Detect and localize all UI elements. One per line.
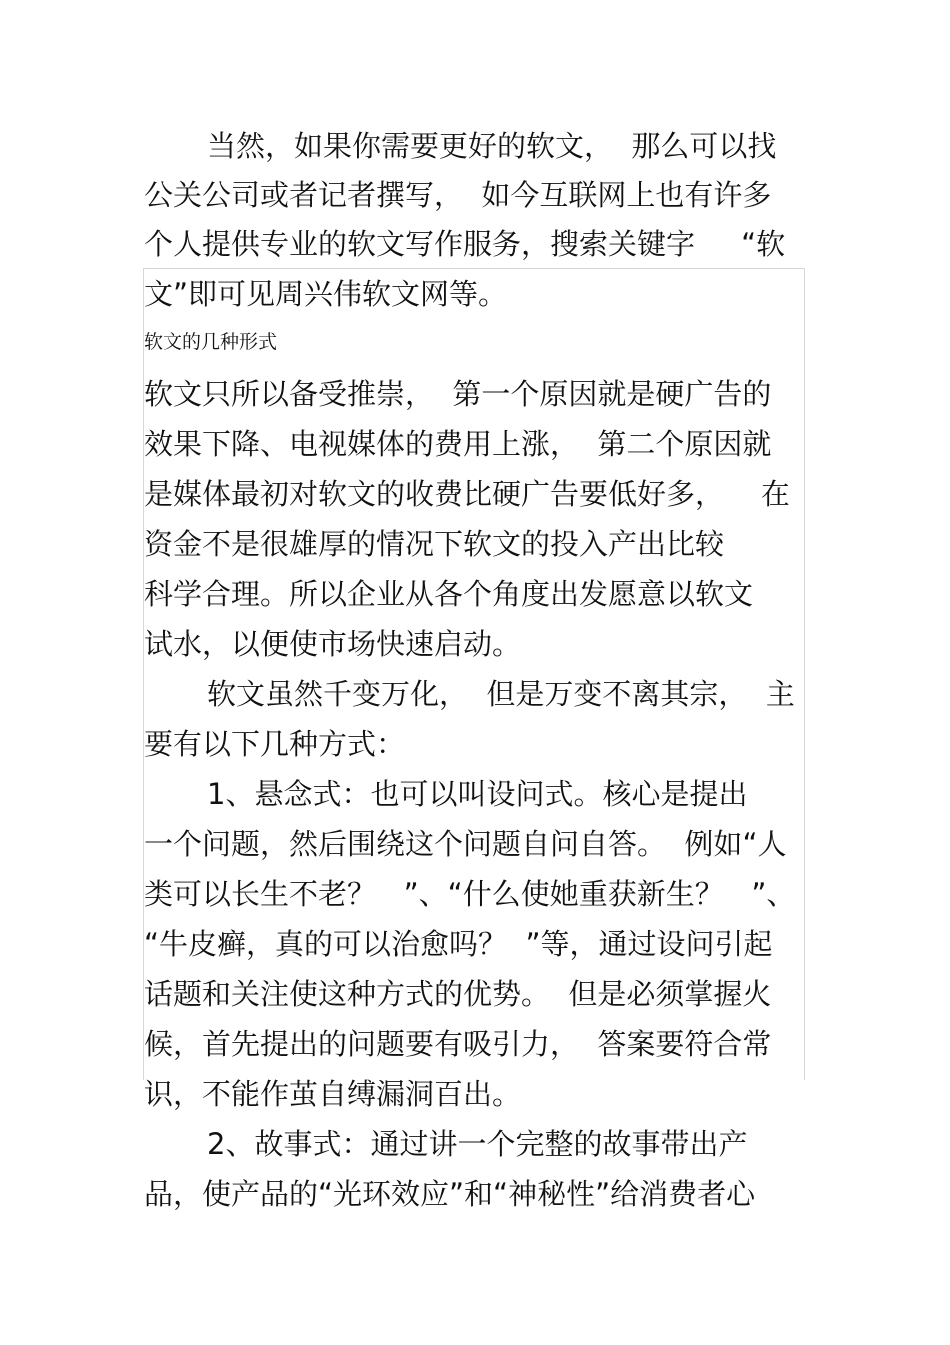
text-line-16: 类可以长生不老？ ”、“什么使她重获新生？ ”、: [144, 877, 796, 911]
text-line-19: 候，首先提出的问题要有吸引力， 答案要符合常: [144, 1027, 772, 1061]
text-line-9: 资金不是很雄厚的情况下软文的投入产出比较: [144, 527, 725, 561]
text-line-8: 是媒体最初对软文的收费比硬广告要低好多， 在: [144, 477, 790, 511]
text-line-22: 品，使产品的“光环效应”和“神秘性”给消费者心: [144, 1177, 756, 1211]
text-line-13: 要有以下几种方式：: [144, 727, 406, 761]
text-line-6: 软文只所以备受推崇， 第一个原因就是硬广告的: [144, 377, 772, 411]
frame-top-border: [143, 268, 805, 269]
text-line-21: 2、故事式：通过讲一个完整的故事带出产: [207, 1127, 748, 1161]
section-heading: 软文的几种形式: [144, 331, 278, 353]
text-line-2: 公关公司或者记者撰写， 如今互联网上也有许多: [144, 178, 772, 212]
frame-right-border: [804, 268, 805, 1080]
text-line-4: 文”即可见周兴伟软文网等。: [144, 277, 508, 311]
text-line-10: 科学合理。所以企业从各个角度出发愿意以软文: [144, 577, 754, 611]
text-line-15: 一个问题，然后围绕这个问题自问自答。 例如“人: [144, 827, 787, 861]
text-line-20: 识，不能作茧自缚漏洞百出。: [144, 1077, 522, 1111]
text-line-3: 个人提供专业的软文写作服务，搜索关键字 “软: [144, 227, 786, 261]
text-line-14: 1、悬念式：也可以叫设问式。核心是提出: [207, 777, 748, 811]
text-line-17: “牛皮癣，真的可以治愈吗？ ”等，通过设问引起: [144, 927, 773, 961]
text-line-7: 效果下降、电视媒体的费用上涨， 第二个原因就: [144, 427, 772, 461]
text-line-11: 试水，以便使市场快速启动。: [144, 627, 522, 661]
text-line-1: 当然，如果你需要更好的软文， 那么可以找: [207, 129, 777, 163]
text-line-18: 话题和关注使这种方式的优势。 但是必须掌握火: [144, 977, 772, 1011]
text-line-12: 软文虽然千变万化， 但是万变不离其宗， 主: [207, 677, 795, 711]
